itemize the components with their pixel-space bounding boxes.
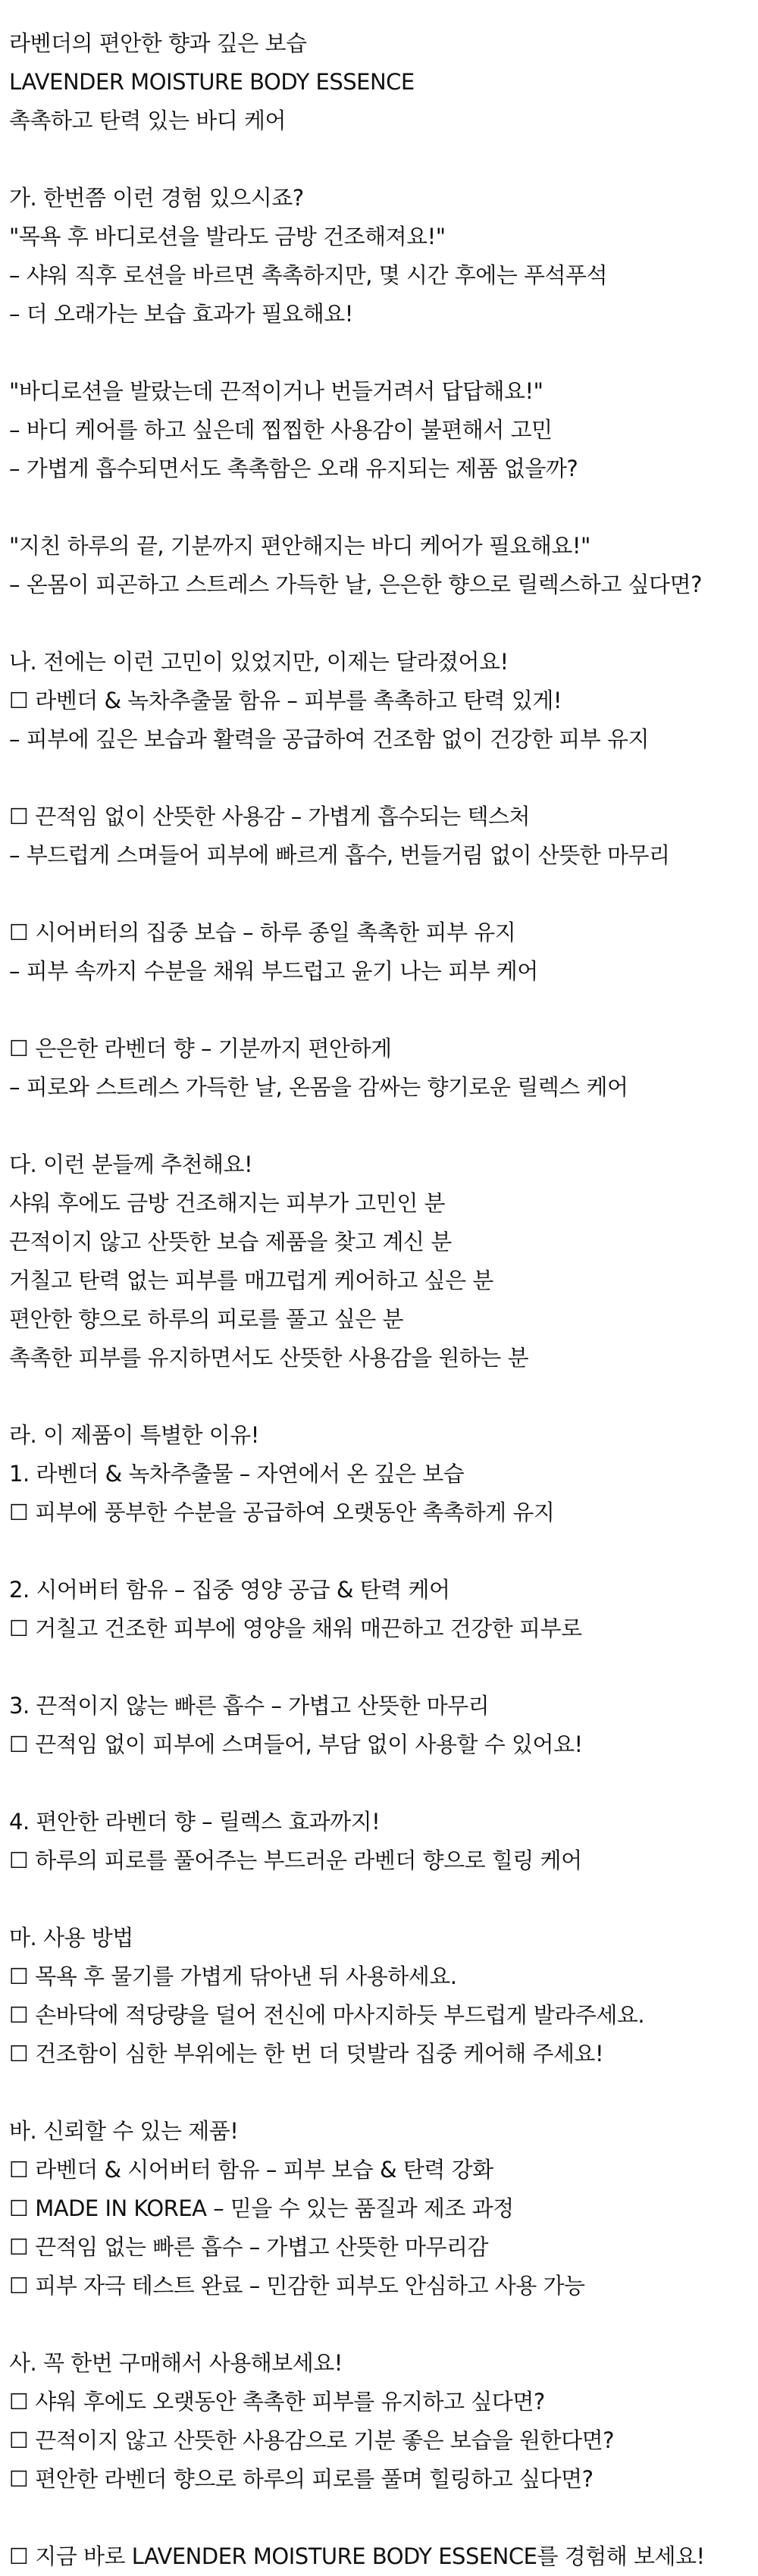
text-line: ☐ 은은한 라벤더 향 – 기분까지 편안하게 <box>9 1036 392 1061</box>
text-line: ☐ 끈적임 없는 빠른 흡수 – 가볍고 산뜻한 마무리감 <box>9 2234 489 2260</box>
text-line: – 샤워 직후 로션을 바르면 촉촉하지만, 몇 시간 후에는 푸석푸석 <box>9 262 608 288</box>
text-line: ☐ 건조함이 심한 부위에는 한 번 더 덧발라 집중 케어해 주세요! <box>9 2041 604 2067</box>
text-line: – 가볍게 흡수되면서도 촉촉함은 오래 유지되는 제품 없을까? <box>9 456 578 481</box>
text-line: 촉촉한 피부를 유지하면서도 산뜻한 사용감을 원하는 분 <box>9 1345 529 1371</box>
blank-line <box>9 488 758 527</box>
text-line: 샤워 후에도 금방 건조해지는 피부가 고민인 분 <box>9 1190 446 1216</box>
text-line: ☐ 목욕 후 물기를 가볍게 닦아낸 뒤 사용하세요. <box>9 1963 457 1989</box>
text-line: ☐ 끈적임 없이 산뜻한 사용감 – 가볍게 흡수되는 텍스처 <box>9 804 531 829</box>
text-line: ☐ 끈적임 없이 피부에 스며들어, 부담 없이 사용할 수 있어요! <box>9 1731 583 1757</box>
text-line: – 피부에 깊은 보습과 활력을 공급하여 건조함 없이 건강한 피부 유지 <box>9 726 650 752</box>
blank-line <box>9 991 758 1029</box>
text-line: ☐ 편안한 라벤더 향으로 하루의 피로를 풀며 힐링하고 싶다면? <box>9 2466 594 2492</box>
text-line: – 피부 속까지 수분을 채워 부드럽고 윤기 나는 피부 케어 <box>9 958 538 984</box>
blank-line <box>9 875 758 914</box>
blank-line <box>9 1764 758 1803</box>
text-line: ☐ 피부에 풍부한 수분을 공급하여 오랫동안 촉촉하게 유지 <box>9 1500 555 1525</box>
section-heading: 사. 꼭 한번 구매해서 사용해보세요! <box>9 2350 343 2376</box>
text-line: ☐ 라벤더 & 녹차추출물 함유 – 피부를 촉촉하고 탄력 있게! <box>9 688 562 713</box>
text-line: – 바디 케어를 하고 싶은데 찝찝한 사용감이 불편해서 고민 <box>9 417 553 443</box>
text-line: ☐ 피부 자극 테스트 완료 – 민감한 피부도 안심하고 사용 가능 <box>9 2273 585 2299</box>
text-line: – 더 오래가는 보습 효과가 필요해요! <box>9 301 353 327</box>
section-heading: 라. 이 제품이 특별한 이유! <box>9 1422 259 1448</box>
text-line: LAVENDER MOISTURE BODY ESSENCE <box>9 69 415 95</box>
blank-line <box>9 2073 758 2112</box>
blank-line <box>9 1532 758 1571</box>
text-line: – 온몸이 피곤하고 스트레스 가득한 날, 은은한 향으로 릴렉스하고 싶다면? <box>9 572 702 597</box>
text-line: "목욕 후 바디로션을 발라도 금방 건조해져요!" <box>9 224 446 249</box>
blank-line <box>9 1377 758 1416</box>
blank-line <box>9 2499 758 2537</box>
closing-line: ☐ 지금 바로 LAVENDER MOISTURE BODY ESSENCE를 경험해 보세요! <box>9 2543 705 2569</box>
section-heading: 마. 사용 방법 <box>9 1925 133 1951</box>
text-line: "지친 하루의 끝, 기분까지 편안해지는 바디 케어가 필요해요!" <box>9 533 590 559</box>
text-line: ☐ 시어버터의 집중 보습 – 하루 종일 촉촉한 피부 유지 <box>9 920 516 945</box>
blank-line <box>9 759 758 798</box>
text-line: ☐ 라벤더 & 시어버터 함유 – 피부 보습 & 탄력 강화 <box>9 2157 493 2183</box>
text-line: ☐ 손바닥에 적당량을 덜어 전신에 마사지하듯 부드럽게 발라주세요. <box>9 2002 645 2028</box>
text-line: 거칠고 탄력 없는 피부를 매끄럽게 케어하고 싶은 분 <box>9 1268 493 1293</box>
text-line: ☐ MADE IN KOREA – 믿을 수 있는 품질과 제조 과정 <box>9 2195 514 2221</box>
blank-line <box>9 2305 758 2344</box>
blank-line <box>9 1880 758 1919</box>
text-line: "바디로션을 발랐는데 끈적이거나 번들거려서 답답해요!" <box>9 378 543 404</box>
section-heading: 다. 이런 분들께 추천해요! <box>9 1152 253 1177</box>
section-heading: 바. 신뢰할 수 있는 제품! <box>9 2118 239 2144</box>
text-line: ☐ 샤워 후에도 오랫동안 촉촉한 피부를 유지하고 싶다면? <box>9 2389 545 2415</box>
text-line: – 피로와 스트레스 가득한 날, 온몸을 감싸는 향기로운 릴렉스 케어 <box>9 1074 628 1100</box>
text-line: 촉촉하고 탄력 있는 바디 케어 <box>9 108 287 133</box>
text-line: 2. 시어버터 함유 – 집중 영양 공급 & 탄력 케어 <box>9 1577 450 1603</box>
text-line: 4. 편안한 라벤더 향 – 릴렉스 효과까지! <box>9 1809 381 1835</box>
text-line: – 부드럽게 스며들어 피부에 빠르게 흡수, 번들거림 없이 산뜻한 마무리 <box>9 842 670 868</box>
section-heading: 나. 전에는 이런 고민이 있었지만, 이제는 달라졌어요! <box>9 649 509 675</box>
text-line: 편안한 향으로 하루의 피로를 풀고 싶은 분 <box>9 1306 404 1332</box>
text-line: 3. 끈적이지 않는 빠른 흡수 – 가볍고 산뜻한 마무리 <box>9 1693 490 1719</box>
text-line: ☐ 끈적이지 않고 산뜻한 사용감으로 기분 좋은 보습을 원한다면? <box>9 2427 614 2453</box>
blank-line <box>9 1107 758 1145</box>
blank-line <box>9 334 758 372</box>
blank-line <box>9 604 758 643</box>
text-line: ☐ 거칠고 건조한 피부에 영양을 채워 매끈하고 건강한 피부로 <box>9 1615 582 1641</box>
text-line: 1. 라벤더 & 녹차추출물 – 자연에서 온 깊은 보습 <box>9 1461 465 1487</box>
section-heading: 가. 한번쯤 이런 경험 있으시죠? <box>9 185 304 211</box>
blank-line <box>9 1648 758 1687</box>
text-line: 라벤더의 편안한 향과 깊은 보습 <box>9 30 307 56</box>
blank-line <box>9 140 758 179</box>
text-line: 끈적이지 않고 산뜻한 보습 제품을 찾고 계신 분 <box>9 1229 452 1255</box>
text-line: ☐ 하루의 피로를 풀어주는 부드러운 라벤더 향으로 힐링 케어 <box>9 1847 582 1873</box>
